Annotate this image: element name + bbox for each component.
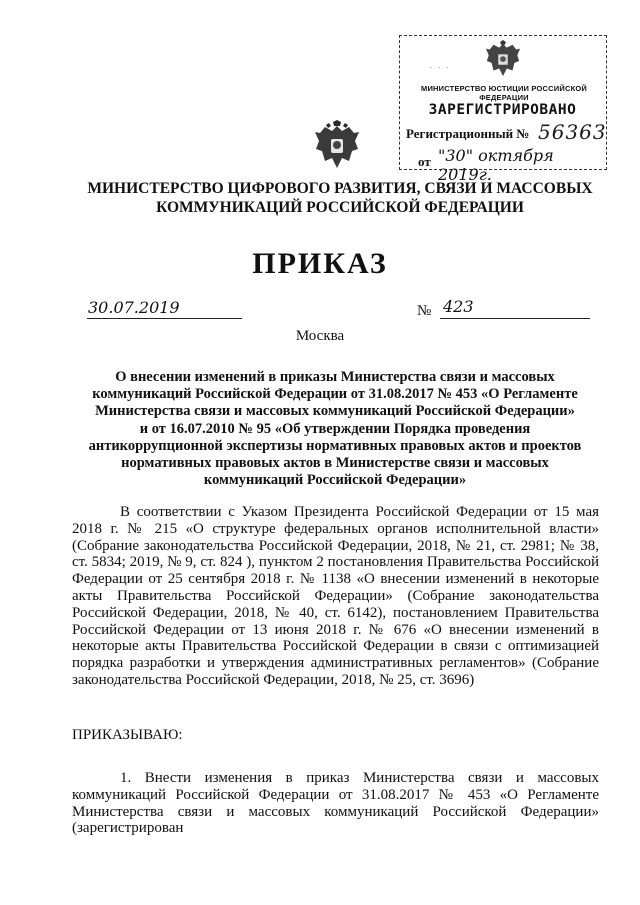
item-1-text: 1. Внести изменения в приказ Министерства связи и массовых коммуникаций Российской Федерации от 31.08.2017 № 453 «О Регламенте Министерства связи и массовых коммуникаций Российской Федерации» (зарегистрирован xyxy=(72,770,599,837)
order-date: 30.07.2019 xyxy=(88,298,180,317)
subject-line: и от 16.07.2010 № 95 «Об утверждении Порядка проведения xyxy=(139,420,531,437)
number-underline xyxy=(440,318,590,319)
stamp-decoration: · · · xyxy=(430,64,451,72)
city: Москва xyxy=(295,328,345,344)
subject-line: О внесении изменений в приказы Министерства связи и массовых xyxy=(115,369,555,385)
subject-line: коммуникаций Российской Федерации от 31.08.2017 № 453 «О Регламенте xyxy=(92,386,578,403)
subject-line: нормативных правовых актов в Министерстве связи и массовых xyxy=(121,455,549,472)
order-subject xyxy=(80,369,590,489)
stamp-from-value: "30" октября 2019г. xyxy=(438,146,554,184)
ministry-title xyxy=(60,179,620,217)
ministry-title-line: МИНИСТЕРСТВО ЦИФРОВОГО РАЗВИТИЯ, СВЯЗИ И МАССОВЫХ xyxy=(87,180,593,197)
preamble-text: В соответствии с Указом Президента Российской Федерации от 15 мая 2018 г. № 215 «О структуре федеральных органов исполнительной власти» (Собрание законодательства Российской Федерации, 2018, № 21, ст. 2981; № 38, ст. 5834; 2019, № 9, ст. 824 ), пунктом 2 постановления Правительства Российской Федерации от 25 сентября 2018 г. № 1138 «О внесении изменений в некоторые акты Правительства Российской Федерации» (Собрание законодательства Российской Федерации, 2018, № 40, ст. 6142), постановлением Правительства Российской Федерации от 13 июня 2018 г. № 676 «О внесении изменений в некоторые акты Правительства Российской Федерации в связи с оптимизацией порядка разработки и утверждения административных регламентов» (Собрание законодательства Российской Федерации, 2018, № 25, ст. 3696) xyxy=(72,504,599,688)
subject-line: Министерства связи и массовых коммуникаций Российской Федерации» xyxy=(95,403,575,420)
item-1-paragraph xyxy=(72,770,599,837)
order-number: 423 xyxy=(443,297,474,316)
date-underline xyxy=(87,318,242,319)
document-type: ПРИКАЗ xyxy=(252,247,388,280)
orders-heading: ПРИКАЗЫВАЮ: xyxy=(72,727,183,743)
stamp-reg-number: 56363 xyxy=(538,120,607,144)
stamp-reg-number-label: Регистрационный № xyxy=(406,126,530,141)
subject-line: антикоррупционной экспертизы нормативных правовых актов и проектов xyxy=(88,437,582,454)
registration-stamp xyxy=(399,35,607,184)
ministry-title-line: КОММУНИКАЦИЙ РОССИЙСКОЙ ФЕДЕРАЦИИ xyxy=(156,199,524,216)
coat-of-arms-icon xyxy=(484,40,522,80)
order-number-label: № xyxy=(417,303,432,319)
preamble-paragraph xyxy=(72,504,599,689)
stamp-from-label: от xyxy=(418,154,431,169)
stamp-registered: ЗАРЕГИСТРИРОВАНО xyxy=(428,102,577,118)
stamp-ministry-line: МИНИСТЕРСТВО ЮСТИЦИИ РОССИЙСКОЙ ФЕДЕРАЦИИ xyxy=(421,84,587,102)
subject-line: коммуникаций Российской Федерации» xyxy=(203,472,467,489)
coat-of-arms-icon xyxy=(314,120,360,172)
